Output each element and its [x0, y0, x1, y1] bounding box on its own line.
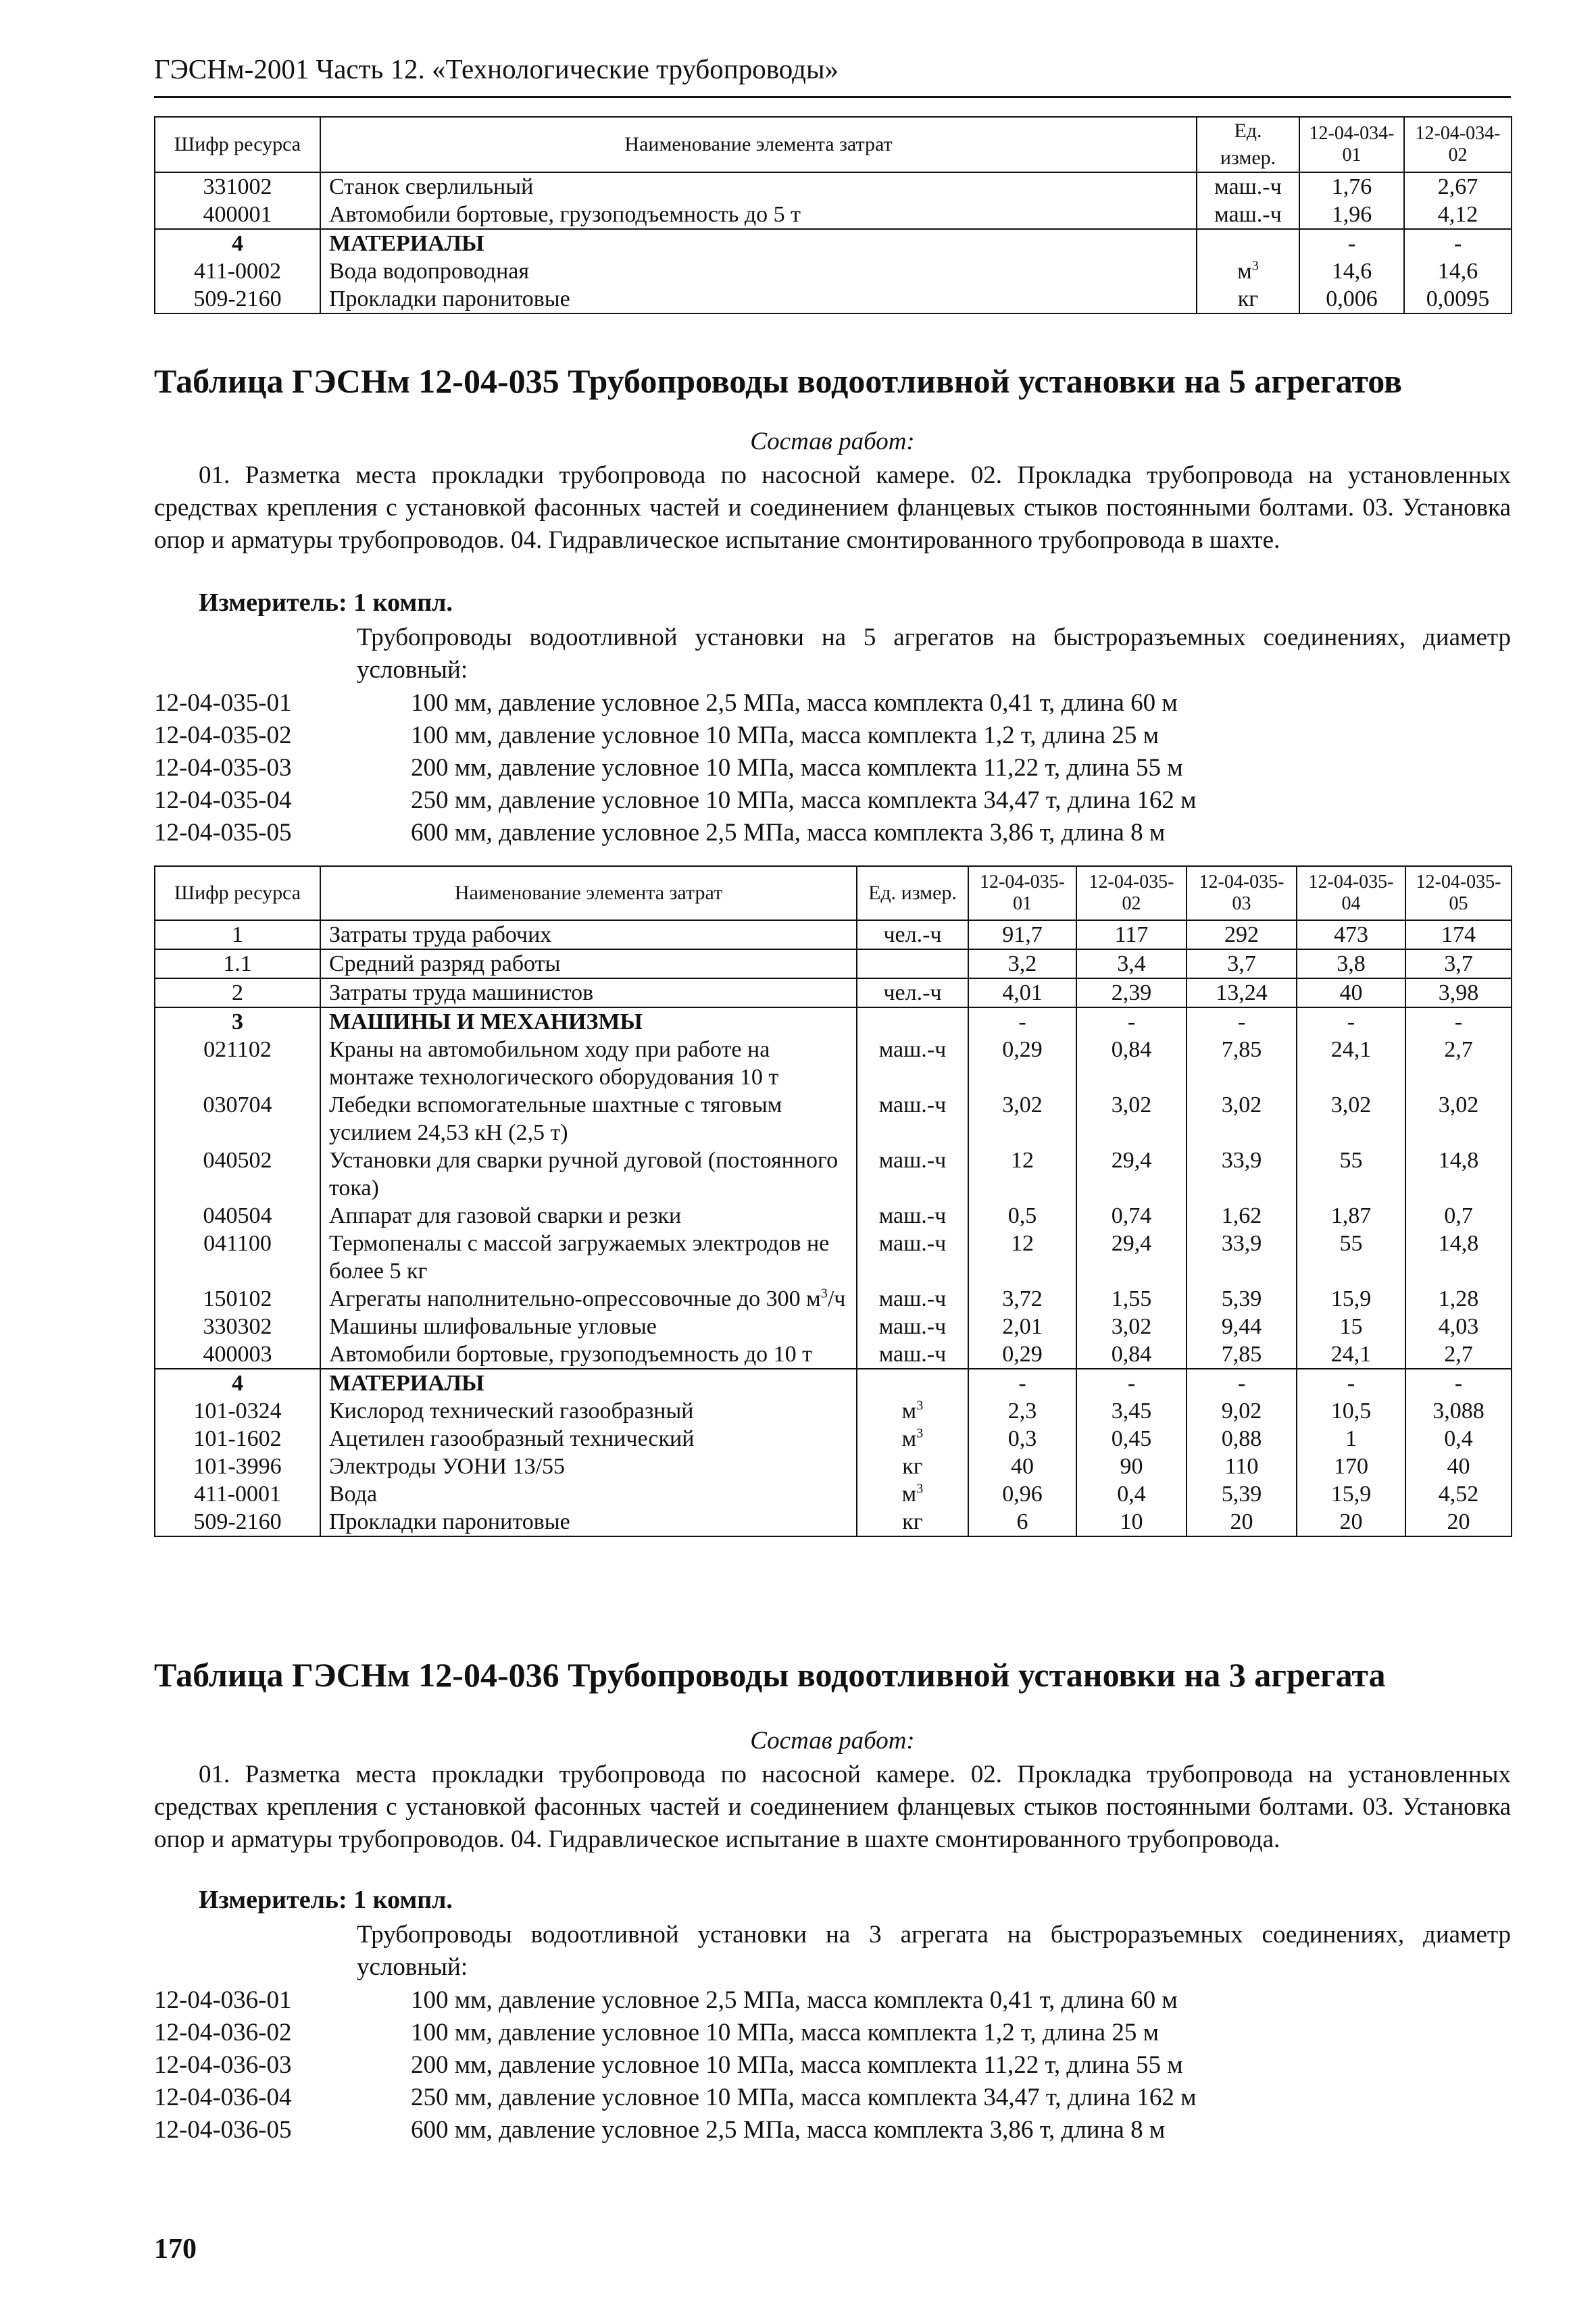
- cell-value: 5,39: [1187, 1285, 1297, 1313]
- col-header-code: Шифр ресурса: [155, 866, 320, 920]
- cell-code: 2: [155, 978, 320, 1007]
- col-header-035-04: 12-04-035-04: [1297, 866, 1405, 920]
- cell-value: 0,45: [1076, 1425, 1187, 1453]
- col-header-035-03: 12-04-035-03: [1187, 866, 1297, 920]
- cell-code: 150102: [155, 1285, 320, 1313]
- cell-unit: маш.-ч: [857, 1313, 968, 1340]
- cell-value: 3,2: [968, 949, 1076, 978]
- cell-value: -: [968, 1007, 1076, 1036]
- norm-item: [154, 752, 1511, 784]
- cell-unit: маш.-ч: [857, 1091, 968, 1147]
- cell-value: 473: [1297, 920, 1405, 949]
- cell-value: 0,006: [1299, 285, 1404, 313]
- cell-value: -: [1076, 1369, 1187, 1397]
- cell-value: 0,4: [1076, 1480, 1187, 1508]
- cell-name: Установки для сварки ручной дуговой (постоянного тока): [320, 1147, 857, 1202]
- resource-table-034: [154, 116, 1512, 314]
- cell-unit: маш.-ч: [857, 1285, 968, 1313]
- cell-value: 3,02: [968, 1091, 1076, 1147]
- cell-unit: маш.-ч: [1197, 172, 1299, 201]
- cell-code: 101-0324: [155, 1397, 320, 1425]
- items-intro: Трубопроводы водоотливной установки на 3 агрегата на быстроразъемных соединениях, диаметр условный:: [357, 1921, 1511, 1981]
- table-row: [155, 229, 1512, 257]
- table-row: [155, 1007, 1512, 1036]
- cell-code: 3: [155, 1007, 320, 1036]
- norm-description: 200 мм, давление условное 10 МПа, масса комплекта 11,22 т, длина 55 м: [411, 754, 1183, 782]
- cell-value: 1,87: [1297, 1202, 1405, 1230]
- norm-code: 12-04-036-02: [154, 2019, 292, 2046]
- norm-description: 600 мм, давление условное 2,5 МПа, масса комплекта 3,86 т, длина 8 м: [411, 819, 1166, 847]
- col-header-034-02: 12-04-034-02: [1404, 117, 1512, 172]
- cell-unit: $м^3$: [1197, 257, 1299, 285]
- cell-value: 1,28: [1405, 1285, 1512, 1313]
- cell-unit: [857, 949, 968, 978]
- cell-value: 117: [1076, 920, 1187, 949]
- norm-code: 12-04-035-05: [154, 819, 292, 847]
- table-row: [155, 920, 1512, 949]
- cell-name: Затраты труда машинистов: [320, 978, 857, 1007]
- cell-value: 0,0095: [1404, 285, 1512, 313]
- cell-code: 411-0001: [155, 1480, 320, 1508]
- cell-value: 4,12: [1404, 201, 1512, 229]
- cell-name: Прокладки паронитовые: [320, 285, 1197, 313]
- items-intro: Трубопроводы водоотливной установки на 5 агрегатов на быстроразъемных соединениях, диаметр условный:: [357, 624, 1511, 684]
- norm-code: 12-04-036-03: [154, 2051, 292, 2079]
- norm-item: [154, 720, 1511, 752]
- table-row: [155, 949, 1512, 978]
- cell-value: 0,88: [1187, 1425, 1297, 1453]
- norm-description: 100 мм, давление условное 10 МПа, масса комплекта 1,2 т, длина 25 м: [411, 2019, 1159, 2046]
- norm-item: [154, 2049, 1511, 2082]
- table-row: [155, 1369, 1512, 1397]
- cell-value: 2,7: [1405, 1036, 1512, 1091]
- cell-name: Прокладки паронитовые: [320, 1508, 857, 1536]
- cell-value: 7,85: [1187, 1036, 1297, 1091]
- norm-code: 12-04-035-04: [154, 786, 292, 814]
- cell-value: 4,52: [1405, 1480, 1512, 1508]
- cell-value: 292: [1187, 920, 1297, 949]
- cell-value: 0,5: [968, 1202, 1076, 1230]
- cell-value: 40: [1405, 1453, 1512, 1480]
- cell-value: 55: [1297, 1230, 1405, 1285]
- cell-unit: [1197, 229, 1299, 257]
- cell-value: 15,9: [1297, 1285, 1405, 1313]
- cell-value: 0,7: [1405, 1202, 1512, 1230]
- cell-unit: маш.-ч: [857, 1036, 968, 1091]
- cell-name: Вода водопроводная: [320, 257, 1197, 285]
- norm-code: 12-04-035-03: [154, 754, 292, 782]
- cell-unit: $м^3$: [857, 1397, 968, 1425]
- cell-code: 411-0002: [155, 257, 320, 285]
- cell-name: Лебедки вспомогательные шахтные с тяговым усилием 24,53 кН (2,5 т): [320, 1091, 857, 1147]
- table-title-035: Таблица ГЭСНм 12-04-035 Трубопроводы водоотливной установки на 5 агрегатов: [154, 362, 1403, 400]
- table-row: [155, 1147, 1512, 1202]
- norm-description: 600 мм, давление условное 2,5 МПа, масса комплекта 3,86 т, длина 8 м: [411, 2116, 1166, 2144]
- table-row: [155, 978, 1512, 1007]
- cell-code: 400001: [155, 201, 320, 229]
- cell-value: 2,39: [1076, 978, 1187, 1007]
- norm-description: 100 мм, давление условное 2,5 МПа, масса комплекта 0,41 т, длина 60 м: [411, 689, 1178, 717]
- cell-unit: маш.-ч: [857, 1230, 968, 1285]
- table-row: [155, 285, 1512, 313]
- cell-unit: [857, 1007, 968, 1036]
- cell-value: 0,4: [1405, 1425, 1512, 1453]
- cell-code: 101-1602: [155, 1425, 320, 1453]
- cell-value: 0,29: [968, 1036, 1076, 1091]
- norm-item: [154, 784, 1511, 817]
- norm-description: 250 мм, давление условное 10 МПа, масса комплекта 34,47 т, длина 162 м: [411, 786, 1197, 814]
- table-row: [155, 1230, 1512, 1285]
- norm-item: [154, 2082, 1511, 2114]
- norm-items-list: [154, 1984, 1511, 2146]
- cell-value: 2,3: [968, 1397, 1076, 1425]
- norm-item: [154, 687, 1511, 720]
- cell-code: 021102: [155, 1036, 320, 1091]
- cell-value: 91,7: [968, 920, 1076, 949]
- cell-value: -: [1297, 1369, 1405, 1397]
- cell-name: Аппарат для газовой сварки и резки: [320, 1202, 857, 1230]
- col-header-name: Наименование элемента затрат: [320, 866, 857, 920]
- cell-code: 1.1: [155, 949, 320, 978]
- cell-code: 330302: [155, 1313, 320, 1340]
- norm-description: 250 мм, давление условное 10 МПа, масса комплекта 34,47 т, длина 162 м: [411, 2084, 1197, 2111]
- norm-item: [154, 1984, 1511, 2017]
- cell-value: 29,4: [1076, 1230, 1187, 1285]
- cell-name: Станок сверлильный: [320, 172, 1197, 201]
- norm-code: 12-04-036-04: [154, 2084, 292, 2111]
- cell-value: 0,84: [1076, 1036, 1187, 1091]
- cell-value: 14,6: [1299, 257, 1404, 285]
- cell-value: 5,39: [1187, 1480, 1297, 1508]
- cell-value: 3,02: [1187, 1091, 1297, 1147]
- cell-value: 1: [1297, 1425, 1405, 1453]
- cell-name: Средний разряд работы: [320, 949, 857, 978]
- col-header-unit: Ед. измер.: [857, 866, 968, 920]
- col-header-034-01: 12-04-034-01: [1299, 117, 1404, 172]
- cell-code: 041100: [155, 1230, 320, 1285]
- cell-value: 12: [968, 1147, 1076, 1202]
- cell-value: 1,76: [1299, 172, 1404, 201]
- cell-value: 14,8: [1405, 1230, 1512, 1285]
- cell-value: -: [1187, 1369, 1297, 1397]
- cell-value: 10: [1076, 1508, 1187, 1536]
- cell-unit: [857, 1369, 968, 1397]
- cell-value: 15,9: [1297, 1480, 1405, 1508]
- norm-description: 100 мм, давление условное 2,5 МПа, масса комплекта 0,41 т, длина 60 м: [411, 1986, 1178, 2014]
- cell-code: 509-2160: [155, 285, 320, 313]
- table-row: [155, 257, 1512, 285]
- cell-value: 20: [1297, 1508, 1405, 1536]
- cell-value: 2,7: [1405, 1340, 1512, 1369]
- cell-value: 1,96: [1299, 201, 1404, 229]
- cell-name: Кислород технический газообразный: [320, 1397, 857, 1425]
- cell-unit: кг: [1197, 285, 1299, 313]
- cell-code: 1: [155, 920, 320, 949]
- page-number: 170: [154, 2234, 197, 2265]
- norm-item: [154, 2114, 1511, 2146]
- col-header-code: Шифр ресурса: [155, 117, 320, 172]
- table-row: [155, 1508, 1512, 1536]
- cell-value: 1,62: [1187, 1202, 1297, 1230]
- cell-name: Агрегаты наполнительно-опрессовочные до 300 $м^3/ч$: [320, 1285, 857, 1313]
- cell-value: 29,4: [1076, 1147, 1187, 1202]
- cell-value: 33,9: [1187, 1147, 1297, 1202]
- cell-value: -: [968, 1369, 1076, 1397]
- cell-value: 0,29: [968, 1340, 1076, 1369]
- cell-value: 10,5: [1297, 1397, 1405, 1425]
- norm-item: [154, 2017, 1511, 2049]
- cell-value: -: [1297, 1007, 1405, 1036]
- col-header-035-05: 12-04-035-05: [1405, 866, 1512, 920]
- norm-item: [154, 817, 1511, 849]
- cell-name: Машины шлифовальные угловые: [320, 1313, 857, 1340]
- running-header: ГЭСНм-2001 Часть 12. «Технологические трубопроводы»: [154, 53, 1511, 98]
- norm-code: 12-04-035-01: [154, 689, 292, 717]
- cell-unit: кг: [857, 1508, 968, 1536]
- cell-unit: $м^3$: [857, 1425, 968, 1453]
- cell-value: 3,8: [1297, 949, 1405, 978]
- cell-code: 4: [155, 1369, 320, 1397]
- cell-value: -: [1404, 229, 1512, 257]
- work-composition-text: 01. Разметка места прокладки трубопровода по насосной камере. 02. Прокладка трубопровода на установленных средствах крепления с установкой фасонных частей и соединением фланцевых стыков постоянными болтами. 03. Установка опор и арматуры трубопроводов. 04. Гидравлическое испытание смонтированного трубопровода в шахте.: [154, 461, 1511, 554]
- cell-name: Вода: [320, 1480, 857, 1508]
- table-row: [155, 1397, 1512, 1425]
- cell-value: 33,9: [1187, 1230, 1297, 1285]
- cell-value: 20: [1405, 1508, 1512, 1536]
- cell-name: МАТЕРИАЛЫ: [320, 1369, 857, 1397]
- norm-description: 200 мм, давление условное 10 МПа, масса комплекта 11,22 т, длина 55 м: [411, 2051, 1183, 2079]
- cell-name: МАШИНЫ И МЕХАНИЗМЫ: [320, 1007, 857, 1036]
- cell-code: 509-2160: [155, 1508, 320, 1536]
- cell-value: 12: [968, 1230, 1076, 1285]
- cell-name: Термопеналы с массой загружаемых электродов не более 5 кг: [320, 1230, 857, 1285]
- norm-items-list: [154, 687, 1511, 849]
- cell-code: 101-3996: [155, 1453, 320, 1480]
- cell-value: 13,24: [1187, 978, 1297, 1007]
- table-row: [155, 1091, 1512, 1147]
- work-composition-label: Состав работ:: [750, 428, 915, 455]
- table-row: [155, 201, 1512, 229]
- table-row: [155, 1313, 1512, 1340]
- cell-value: 3,02: [1076, 1313, 1187, 1340]
- cell-value: 3,02: [1076, 1091, 1187, 1147]
- cell-value: 110: [1187, 1453, 1297, 1480]
- cell-unit: чел.-ч: [857, 920, 968, 949]
- cell-unit: чел.-ч: [857, 978, 968, 1007]
- table-title-036: Таблица ГЭСНм 12-04-036 Трубопроводы водоотливной установки на 3 агрегата: [154, 1656, 1386, 1694]
- cell-value: 24,1: [1297, 1036, 1405, 1091]
- cell-value: 9,44: [1187, 1313, 1297, 1340]
- cell-unit: маш.-ч: [857, 1340, 968, 1369]
- table-row: [155, 1425, 1512, 1453]
- cell-value: 3,088: [1405, 1397, 1512, 1425]
- cell-value: 3,02: [1405, 1091, 1512, 1147]
- cell-value: 2,01: [968, 1313, 1076, 1340]
- cell-value: 0,3: [968, 1425, 1076, 1453]
- cell-unit: маш.-ч: [857, 1147, 968, 1202]
- col-header-unit: Ед. измер.: [1197, 117, 1299, 172]
- norm-description: 100 мм, давление условное 10 МПа, масса комплекта 1,2 т, длина 25 м: [411, 722, 1159, 749]
- cell-value: -: [1076, 1007, 1187, 1036]
- norm-code: 12-04-036-05: [154, 2116, 292, 2144]
- cell-value: 9,02: [1187, 1397, 1297, 1425]
- cell-value: 40: [968, 1453, 1076, 1480]
- cell-unit: маш.-ч: [1197, 201, 1299, 229]
- cell-code: 331002: [155, 172, 320, 201]
- table-row: [155, 1285, 1512, 1313]
- cell-value: 0,74: [1076, 1202, 1187, 1230]
- table-row: [155, 1202, 1512, 1230]
- measure-unit: Измеритель: 1 компл.: [199, 588, 453, 617]
- cell-value: 3,98: [1405, 978, 1512, 1007]
- cell-value: 4,01: [968, 978, 1076, 1007]
- table-row: [155, 1340, 1512, 1369]
- cell-value: -: [1299, 229, 1404, 257]
- cell-code: 4: [155, 229, 320, 257]
- cell-name: Затраты труда рабочих: [320, 920, 857, 949]
- cell-value: 0,84: [1076, 1340, 1187, 1369]
- cell-code: 400003: [155, 1340, 320, 1369]
- cell-value: 2,67: [1404, 172, 1512, 201]
- cell-value: 3,45: [1076, 1397, 1187, 1425]
- cell-name: МАТЕРИАЛЫ: [320, 229, 1197, 257]
- norm-code: 12-04-035-02: [154, 722, 292, 749]
- cell-name: Краны на автомобильном ходу при работе на монтаже технологического оборудования 10 т: [320, 1036, 857, 1091]
- cell-value: 7,85: [1187, 1340, 1297, 1369]
- cell-value: 90: [1076, 1453, 1187, 1480]
- cell-unit: $м^3$: [857, 1480, 968, 1508]
- cell-value: 14,6: [1404, 257, 1512, 285]
- cell-value: 15: [1297, 1313, 1405, 1340]
- cell-value: 3,7: [1187, 949, 1297, 978]
- col-header-035-01: 12-04-035-01: [968, 866, 1076, 920]
- cell-name: Автомобили бортовые, грузоподъемность до 5 т: [320, 201, 1197, 229]
- table-row: [155, 1453, 1512, 1480]
- cell-value: 40: [1297, 978, 1405, 1007]
- cell-value: 55: [1297, 1147, 1405, 1202]
- cell-code: 040502: [155, 1147, 320, 1202]
- cell-value: 14,8: [1405, 1147, 1512, 1202]
- table-row: [155, 1036, 1512, 1091]
- cell-unit: кг: [857, 1453, 968, 1480]
- norm-code: 12-04-036-01: [154, 1986, 292, 2014]
- cell-name: Электроды УОНИ 13/55: [320, 1453, 857, 1480]
- cell-value: 174: [1405, 920, 1512, 949]
- cell-code: 040504: [155, 1202, 320, 1230]
- cell-value: 170: [1297, 1453, 1405, 1480]
- cell-value: 3,02: [1297, 1091, 1405, 1147]
- cell-value: 0,96: [968, 1480, 1076, 1508]
- cell-value: 3,7: [1405, 949, 1512, 978]
- measure-unit: Измеритель: 1 компл.: [199, 1886, 453, 1914]
- cell-value: 4,03: [1405, 1313, 1512, 1340]
- resource-table-035: [154, 865, 1512, 1537]
- cell-value: 6: [968, 1508, 1076, 1536]
- cell-value: 20: [1187, 1508, 1297, 1536]
- work-composition-text: 01. Разметка места прокладки трубопровода по насосной камере. 02. Прокладка трубопровода на установленных средствах крепления с установкой фасонных частей и соединением фланцевых стыков постоянными болтами. 03. Установка опор и арматуры трубопроводов. 04. Гидравлическое испытание в шахте смонтированного трубопровода.: [154, 1761, 1511, 1853]
- cell-value: 3,72: [968, 1285, 1076, 1313]
- table-row: [155, 172, 1512, 201]
- cell-name: Ацетилен газообразный технический: [320, 1425, 857, 1453]
- cell-value: -: [1187, 1007, 1297, 1036]
- cell-code: 030704: [155, 1091, 320, 1147]
- table-row: [155, 1480, 1512, 1508]
- cell-value: 24,1: [1297, 1340, 1405, 1369]
- cell-value: -: [1405, 1007, 1512, 1036]
- col-header-name: Наименование элемента затрат: [320, 117, 1197, 172]
- cell-unit: маш.-ч: [857, 1202, 968, 1230]
- col-header-035-02: 12-04-035-02: [1076, 866, 1187, 920]
- cell-value: 3,4: [1076, 949, 1187, 978]
- work-composition-label: Состав работ:: [750, 1727, 915, 1755]
- cell-value: 1,55: [1076, 1285, 1187, 1313]
- cell-name: Автомобили бортовые, грузоподъемность до 10 т: [320, 1340, 857, 1369]
- cell-value: -: [1405, 1369, 1512, 1397]
